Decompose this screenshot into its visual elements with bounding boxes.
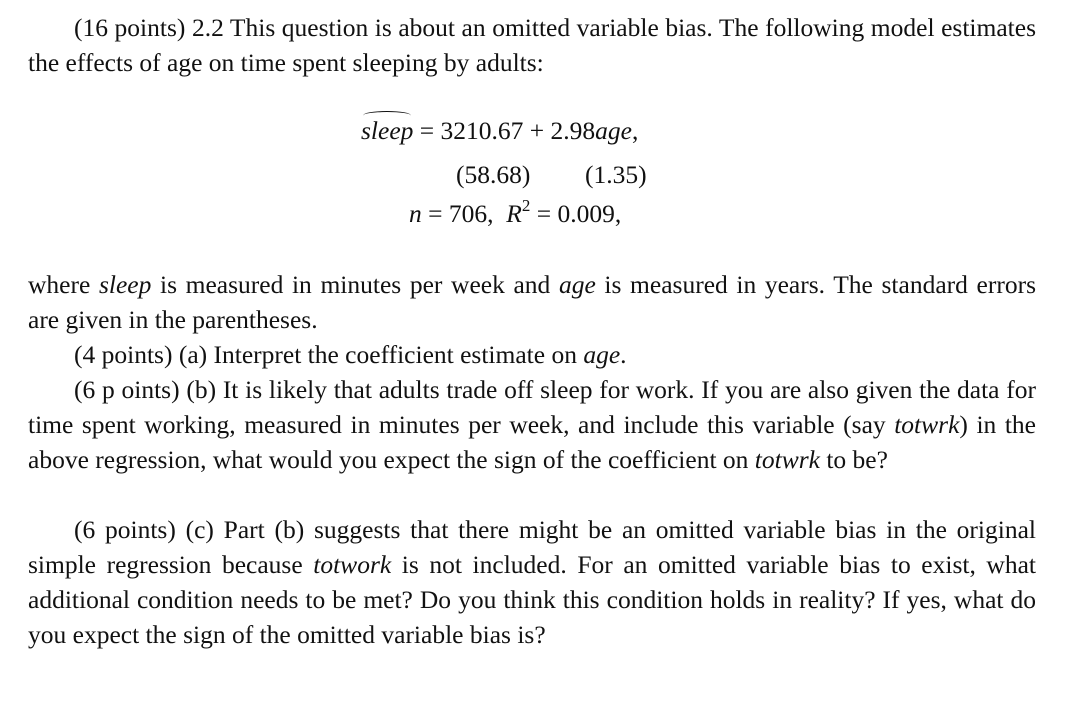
sleep-hat: sleep <box>361 113 413 148</box>
part-c <box>28 512 1036 652</box>
equation-age-var: age <box>595 116 632 145</box>
part-a <box>28 337 1036 372</box>
fit-stats <box>409 196 621 231</box>
text: ) in the above regression, what would you expect the sign of the coefficient on <box>28 410 1037 474</box>
var-totwrk: totwrk <box>754 445 820 474</box>
regression-equation <box>361 113 638 148</box>
text: (6 p oints) (b) It is likely that adults trade off sleep for work. If you are also given the data for time spent working, measured in minutes per week, and include this variable (say <box>28 375 1036 439</box>
text: (4 points) (a) Interpret the coefficient estimate on <box>74 340 584 369</box>
var-totwrk: totwrk <box>894 410 960 439</box>
text: (6 points) (c) Part (b) suggests that there might be an omitted variable bias in the original simple regression because <box>28 515 1036 579</box>
r-var: R <box>506 199 522 228</box>
question-intro: (16 points) 2.2 This question is about an omitted variable bias. The following model estimates the effects of age on time spent sleeping by adults: <box>28 13 1036 77</box>
se-intercept: (58.68) <box>456 160 531 189</box>
n-value: = 706, <box>428 199 494 228</box>
equation-rhs: = 3210.67 + 2.98 <box>419 116 596 145</box>
text: . <box>620 340 627 369</box>
var-totwork: totwork <box>313 550 392 579</box>
var-sleep: sleep <box>98 270 152 299</box>
equation-comma: , <box>632 116 639 145</box>
text: is measured in years. The standard errors are given in the parentheses. <box>28 270 1036 334</box>
text: is not included. For an omitted variable bias to exist, what additional condition needs to be met? Do you think this condition holds in reality? If yes, what do you expect the sign of the omitted variable bias is? <box>28 550 1036 649</box>
part-b <box>28 372 1036 477</box>
text: is measured in minutes per week and <box>151 270 559 299</box>
text: to be? <box>819 445 888 474</box>
r-value: = 0.009, <box>536 199 622 228</box>
var-age: age <box>583 340 621 369</box>
n-var: n <box>409 199 422 228</box>
r-exponent: 2 <box>521 196 531 215</box>
text: where <box>28 270 99 299</box>
se-slope: (1.35) <box>585 160 647 189</box>
var-age: age <box>558 270 596 299</box>
where-paragraph <box>28 267 1036 337</box>
